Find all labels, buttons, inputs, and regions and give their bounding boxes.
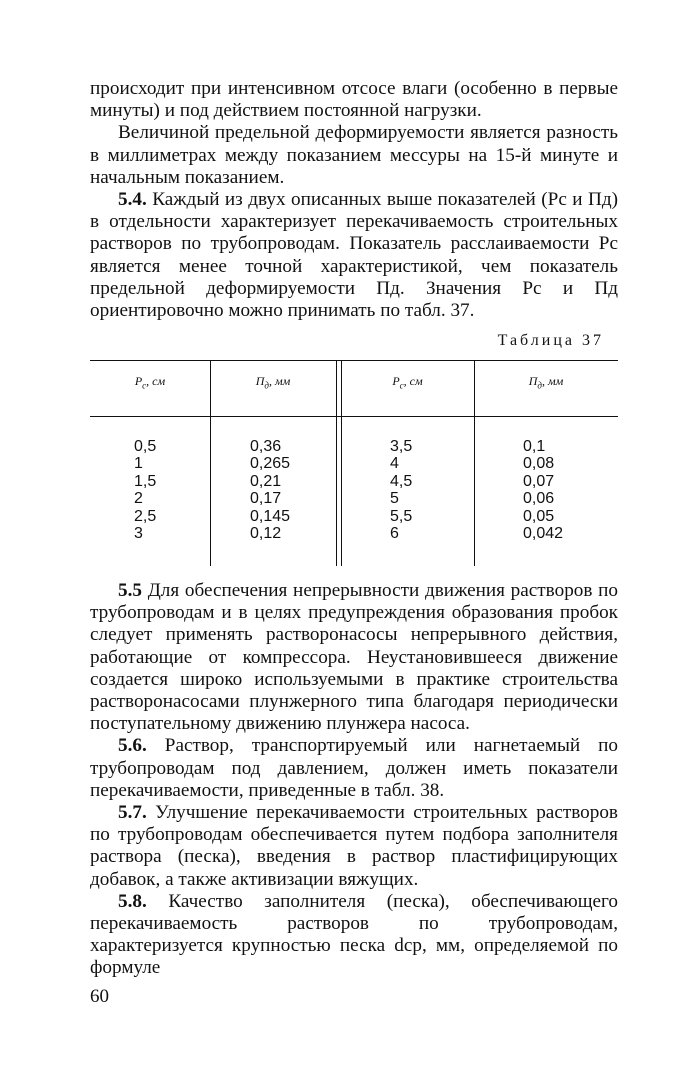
section-number: 5.7. [118,802,147,824]
table-cell: 1 [134,455,143,473]
paragraph-text: Качество заполнителя (песка), обеспечивающего перекачиваемость растворов по трубопроводам, характеризуется крупностью песка dср, мм, определяемой по формуле [90,890,618,979]
table-cell: 5,5 [390,507,413,525]
column-divider [474,360,475,566]
table-cell: 0,05 [523,507,555,525]
table-cell: 3,5 [390,438,413,455]
table-cell: 0,1 [523,438,546,455]
table-cell: 4 [390,455,399,473]
table-cell: 1,5 [134,472,157,490]
table-cell: 2,5 [134,507,157,525]
paragraph-text: Для обеспечения непрерывности движения растворов по трубопроводам и в целях предупреждения образования пробок следует применять растворонасосы непрерывного действия, работающие от компрессора. Неустановившееся движение создается широко используемыми в практике строительства растворонасосами плунжерного типа благодаря периодически поступательному движению плунжера насоса. [90,580,619,735]
section-number: 5.8. [118,890,147,912]
paragraph-5-6 [90,735,618,802]
header-rs-cm-2: $P_с$, см [392,374,423,391]
table-cell: 0,06 [523,490,555,508]
table-cell: 0,042 [523,525,564,543]
table-cell: 0,21 [250,472,282,490]
column-rs-2 [390,438,412,542]
table-37 [90,360,618,566]
table-cell: 0,265 [250,455,291,473]
top-text [90,78,618,322]
table-cell: 0,36 [250,438,282,455]
header-pd-mm-2: $П_д$, мм [528,374,564,391]
table-caption: Таблица 37 [497,332,604,349]
column-rs-1 [134,438,156,542]
paragraph-deformability: Величиной предельной деформируемости является разность в миллиметрах между показанием мессуры на 15-й минуте и начальным показанием. [90,122,618,188]
table-cell: 0,17 [250,490,282,508]
header-pd-mm-1: $П_д$, мм [255,374,291,391]
table-header-rule [90,416,618,417]
table-cell: 0,145 [250,507,291,525]
column-pd-2 [523,438,563,542]
table-top-rule [90,360,618,361]
page-number: 60 [90,986,109,1007]
table-cell: 0,12 [250,525,282,543]
paragraph-5-7 [90,802,618,891]
column-divider-double [341,360,342,566]
column-divider [210,360,211,566]
bottom-text [90,580,618,980]
paragraph-5-8 [90,891,618,980]
paragraph-5-4 [90,189,618,322]
table-cell: 5 [390,490,399,508]
table-cell: 2 [134,490,143,508]
section-number: 5.5 [118,580,142,601]
column-pd-1 [250,438,290,542]
paragraph-text: Каждый из двух описанных выше показателей (Pс и Пд) в отдельности характеризует перекачиваемость строительных растворов по трубопроводам. Показатель расслаиваемости Pс является менее точной характеристикой, чем показатель предельной деформируемости Пд. Значения Pс и Пд ориентировочно можно принимать по табл. 37. [90,189,619,322]
section-number: 5.4. [118,189,147,211]
column-divider-double [336,360,337,566]
paragraph-5-5 [90,580,618,735]
table-cell: 6 [390,525,399,543]
section-number: 5.6. [118,735,147,757]
paragraph-text: Раствор, транспортируемый или нагнетаемый по трубопроводам под давлением, должен иметь показатели перекачиваемости, приведенные в табл. 38. [90,735,618,801]
table-cell: 0,07 [523,472,555,490]
table-cell: 0,08 [523,455,555,473]
paragraph-text: Улучшение перекачиваемости строительных растворов по трубопроводам обеспечивается путем подбора заполнителя раствора (песка), введения в раствор пластифицирующих добавок, а также активизации вяжущих. [90,802,618,890]
table-cell: 3 [134,525,143,543]
table-cell: 4,5 [390,472,413,490]
table-cell: 0,5 [134,438,157,455]
header-rs-cm-1: $P_с$, см [134,374,166,391]
paragraph-continuation: происходит при интенсивном отсосе влаги (особенно в первые минуты) и под действием постоянной нагрузки. [90,78,618,122]
